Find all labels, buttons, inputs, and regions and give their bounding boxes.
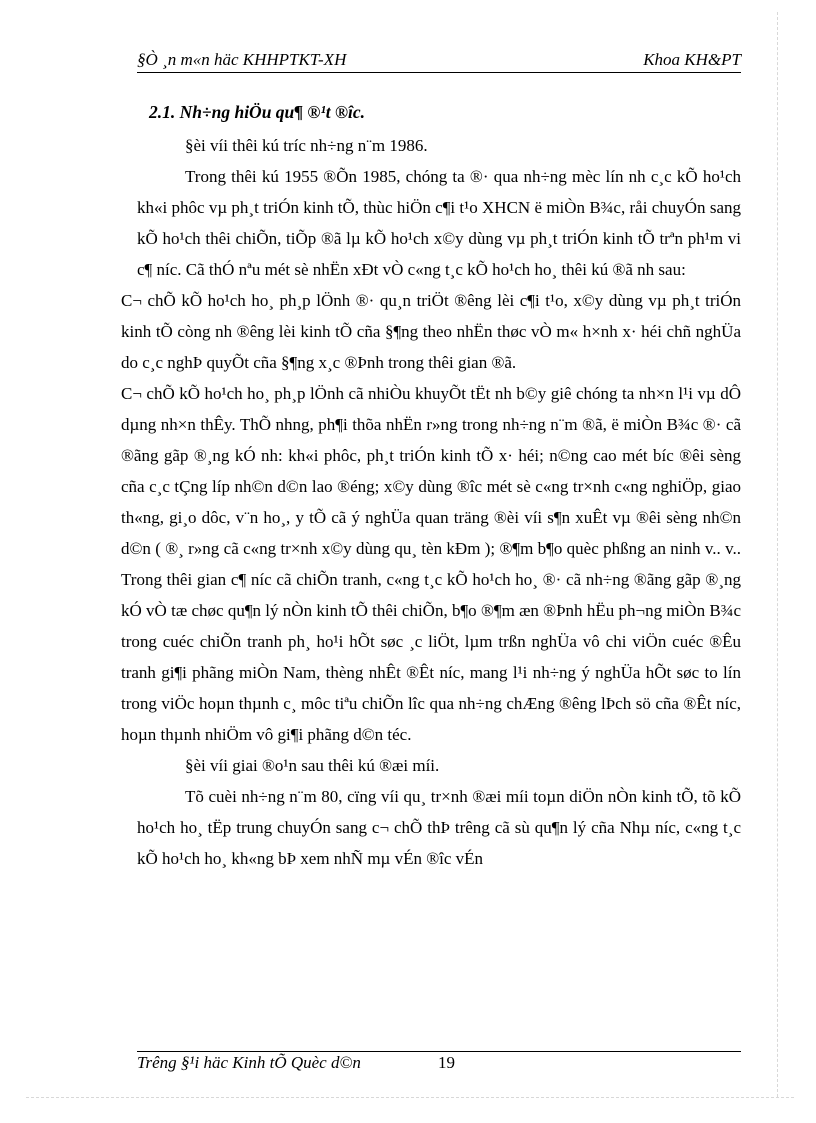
page-footer [137,1053,741,1077]
paragraph-1955-1985: Trong thêi kú 1955 ®Õn 1985, chóng ta ®· qua nh÷ng mèc lín nh c¸c kÕ ho¹ch kh«i phôc vµ ph¸t triÓn kinh tÕ, thùc hiÖn c¶i t¹o XHCN ë miÒn B¾c, råi chuyÓn sang kÕ ho¹ch thêi chiÕn, tiÕp ®ã lµ kÕ ho¹ch x©y dùng vµ ph¸t triÓn kinh tÕ trªn ph¹m vi c¶ níc. Cã thÓ nªu mét sè nhËn xÐt vÒ c«ng t¸c kÕ ho¹ch ho¸ thêi kú ®ã nh sau: [137,167,741,279]
footer-divider [137,1051,741,1052]
page-number: 19 [438,1053,455,1072]
margin-guide-horizontal [26,1097,794,1098]
header-course-title: §Ò ¸n m«n häc KHHPTKT-XH [137,50,347,69]
document-body [121,94,741,874]
paragraph-subheading-renovation: §èi víi giai ®o¹n sau thêi kú ®æi míi. [185,756,440,775]
page-header [137,48,741,73]
margin-guide-vertical [777,12,778,1097]
footer-university: Trêng §¹i häc Kinh tÕ Quèc d©n [137,1053,361,1072]
header-department: Khoa KH&PT [643,50,741,69]
paragraph-planning-mechanism: C¬ chÕ kÕ ho¹ch ho¸ ph¸p lÖnh ®· qu¸n triÖt ®êng lèi c¶i t¹o, x©y dùng vµ ph¸t triÓn kinh tÕ còng nh ®êng lèi kinh tÕ cña §¶ng theo nhËn thøc vÒ m« h×nh x· héi chñ nghÜa do c¸c nghÞ quyÕt cña §¶ng x¸c ®Þnh trong thêi gian ®ã. [121,291,741,372]
paragraph-late-80s: Tõ cuèi nh÷ng n¨m 80, cïng víi qu¸ tr×nh ®æi míi toµn diÖn nÒn kinh tÕ, tõ kÕ ho¹ch ho¸ tËp trung chuyÓn sang c¬ chÕ thÞ trêng cã sù qu¶n lý cña Nhµ níc, c«ng t¸c kÕ ho¹ch ho¸ kh«ng bÞ xem nhÑ mµ vÉn ®îc vÉn [137,787,741,868]
paragraph-subheading-before-1986: §èi víi thêi kú tríc nh÷ng n¨m 1986. [185,136,428,155]
section-heading: 2.1. Nh÷ng hiÖu qu¶ ®¹t ®îc. [149,102,366,122]
paragraph-shortcomings-contributions: C¬ chÕ kÕ ho¹ch ho¸ ph¸p lÖnh cã nhiÒu khuyÕt tËt nh b©y giê chóng ta nh×n l¹i vµ dÔ dµng nh×n thÊy. ThÕ nhng, ph¶i thõa nhËn r»ng trong nh÷ng n¨m ®ã, ë miÒn B¾c ®· cã ®ãng gãp ®¸ng kÓ nh: kh«i phôc, ph¸t triÓn kinh tÕ x· héi; n©ng cao mét bíc ®êi sèng cña c¸c tÇng líp nh©n d©n lao ®éng; x©y dùng ®îc mét sè c«ng tr×nh c«ng nghiÖp, giao th«ng, gi¸o dôc, v¨n ho¸, y tÕ cã ý nghÜa quan träng ®èi víi s¶n xuÊt vµ ®êi sèng nh©n d©n ( ®¸ r»ng cã c«ng tr×nh x©y dùng qu¸ tèn kÐm ); ®¶m b¶o quèc phßng an ninh v.. v.. Trong thêi gian c¶ níc cã chiÕn tranh, c«ng t¸c kÕ ho¹ch ho¸ ®· cã nh÷ng ®ãng gãp ®¸ng kÓ vÒ tæ chøc qu¶n lý nÒn kinh tÕ thêi chiÕn, b¶o ®¶m æn ®Þnh hËu ph¬ng miÒn B¾c trong cuéc chiÕn tranh ph¸ ho¹i hÕt søc ¸c liÖt, lµm trßn nghÜa vô chi viÖn cuéc ®Êu tranh gi¶i phãng miÒn Nam, thèng nhÊt ®Êt níc, mang l¹i nh÷ng ý nghÜa hÕt søc to lín trong viÖc hoµn thµnh c¸ môc tiªu chiÕn lîc qua nh÷ng chÆng ®êng lÞch sö cña ®Êt níc, hoµn thµnh nhiÖm vô gi¶i phãng d©n téc. [121,384,741,744]
